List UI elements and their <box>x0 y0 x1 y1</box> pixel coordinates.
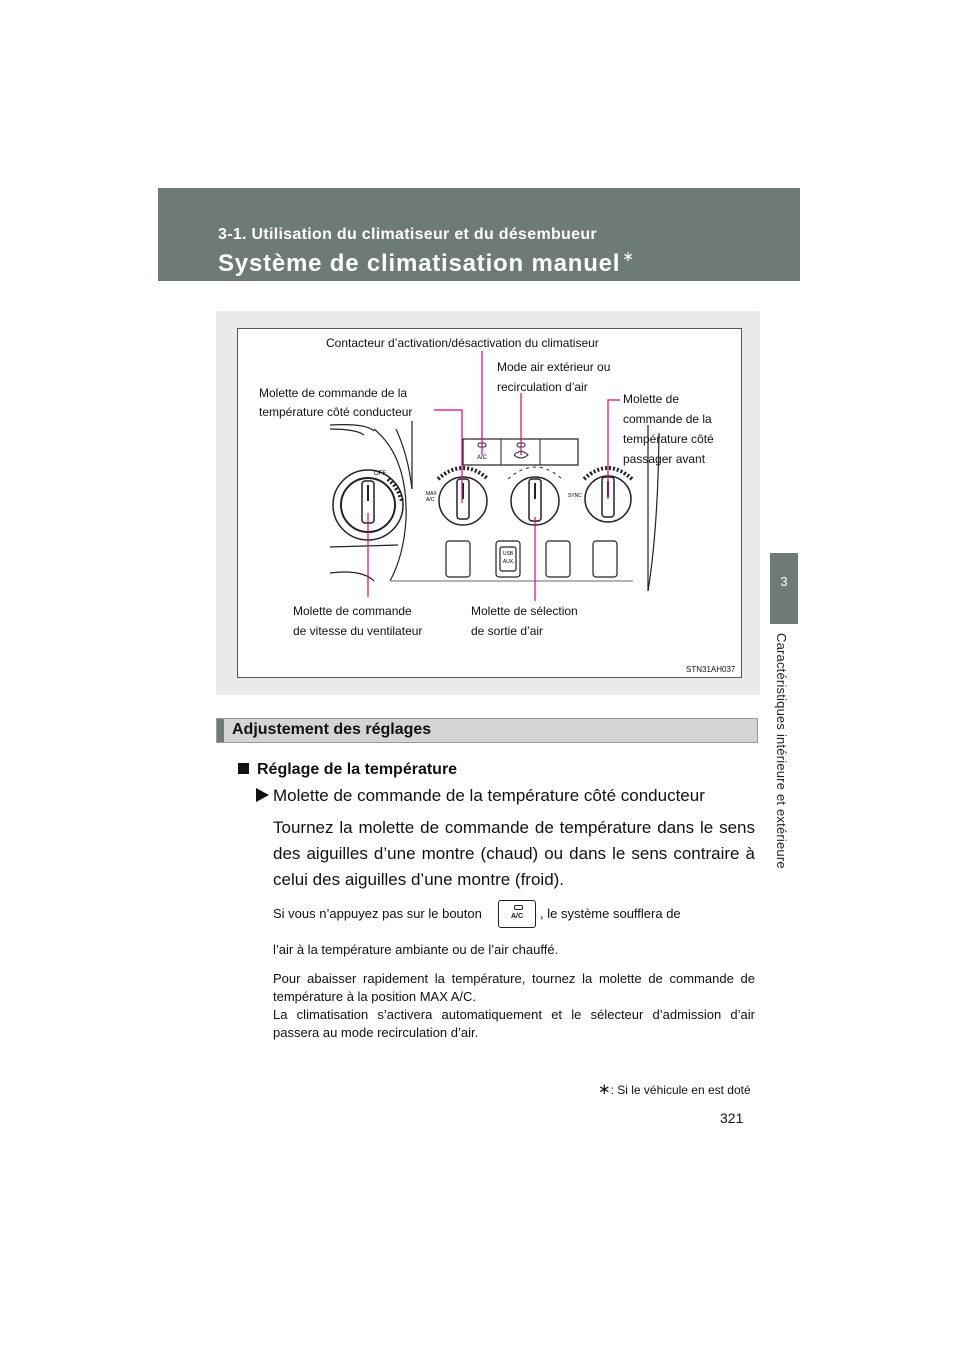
note-2: Pour abaisser rapidement la température, tournez la molette de commande de température à la position MAX A/C. <box>273 971 755 1004</box>
max-ac-label: A/C <box>426 497 435 503</box>
max-label: MAX <box>426 491 437 497</box>
callout-outlet-2: de sortie d’air <box>471 624 544 638</box>
control-item-text: Molette de commande de la température côté conducteur <box>273 786 705 805</box>
subsection-title-text: Réglage de la température <box>257 761 458 778</box>
availability-mark: ∗ <box>622 248 635 264</box>
ac-button-label: A/C <box>476 455 488 461</box>
footnote-mark: ∗ <box>598 1081 611 1098</box>
section-heading-bar <box>217 719 224 742</box>
figure-panel <box>237 328 742 678</box>
callout-passenger-temp-2: commande de la <box>623 412 712 426</box>
callout-air-mode-1: Mode air extérieur ou <box>497 360 611 374</box>
air-outlet-knob <box>508 467 562 525</box>
section-heading <box>216 718 758 743</box>
passenger-temp-knob <box>568 468 632 522</box>
callout-passenger-temp-4: passager avant <box>623 452 706 466</box>
callout-fan-speed-1: Molette de commande <box>293 604 412 618</box>
note-1-before: Si vous n’appuyez pas sur le bouton <box>273 906 482 921</box>
ac-button-icon <box>498 900 536 928</box>
callout-outlet-1: Molette de sélection <box>471 604 578 618</box>
fan-off-label: OFF <box>374 471 386 477</box>
usb-label: USB <box>502 551 514 557</box>
callout-fan-speed-2: de vitesse du ventilateur <box>293 624 423 638</box>
subsection-title <box>238 761 457 779</box>
footnote-text: : Si le véhicule en est doté <box>610 1083 751 1097</box>
footnote <box>598 1080 751 1098</box>
aux-label: AUX <box>502 559 514 565</box>
chapter-title-text: Caractéristiques intérieure et extérieure <box>774 633 789 869</box>
callout-driver-temp-2: température côté conducteur <box>259 405 413 419</box>
chapter-title-vertical <box>762 633 802 883</box>
driver-temp-knob <box>426 468 488 525</box>
note-1-after: , le système soufflera de <box>540 906 681 921</box>
instruction-paragraph: Tournez la molette de commande de température dans le sens des aiguilles d’une montre (chaud) ou dans le sens contraire à celui des aiguilles d’une montre (froid). <box>273 818 755 889</box>
note-3: La climatisation s’activera automatiquement et le sélecteur d’admission d’air passera au mode recirculation d’air. <box>273 1007 755 1040</box>
callout-ac-switch: Contacteur d’activation/désactivation du climatiseur <box>326 336 599 350</box>
ac-indicator-icon <box>514 905 523 910</box>
chapter-number: 3 <box>780 574 788 589</box>
lower-buttons <box>446 541 617 577</box>
section-label: 3-1. Utilisation du climatiseur et du désembueur <box>218 226 597 243</box>
note-1-continued: l’air à la température ambiante ou de l’air chauffé. <box>273 942 559 957</box>
page-number: 321 <box>720 1110 744 1126</box>
control-item <box>256 786 705 806</box>
page-title <box>218 250 635 278</box>
callout-driver-temp-1: Molette de commande de la <box>259 386 408 400</box>
callout-passenger-temp-3: température côté <box>623 432 714 446</box>
square-bullet-icon <box>238 763 249 774</box>
figure-code: STN31AH037 <box>686 665 736 674</box>
triangle-bullet-icon <box>256 788 269 802</box>
page-title-text: Système de climatisation manuel <box>218 250 621 277</box>
callout-air-mode-2: recirculation d’air <box>497 380 588 394</box>
sync-label: SYNC <box>568 493 582 499</box>
callout-passenger-temp-1: Molette de <box>623 392 680 406</box>
section-heading-text: Adjustement des réglages <box>232 721 432 738</box>
ac-button-text: A/C <box>510 913 524 920</box>
